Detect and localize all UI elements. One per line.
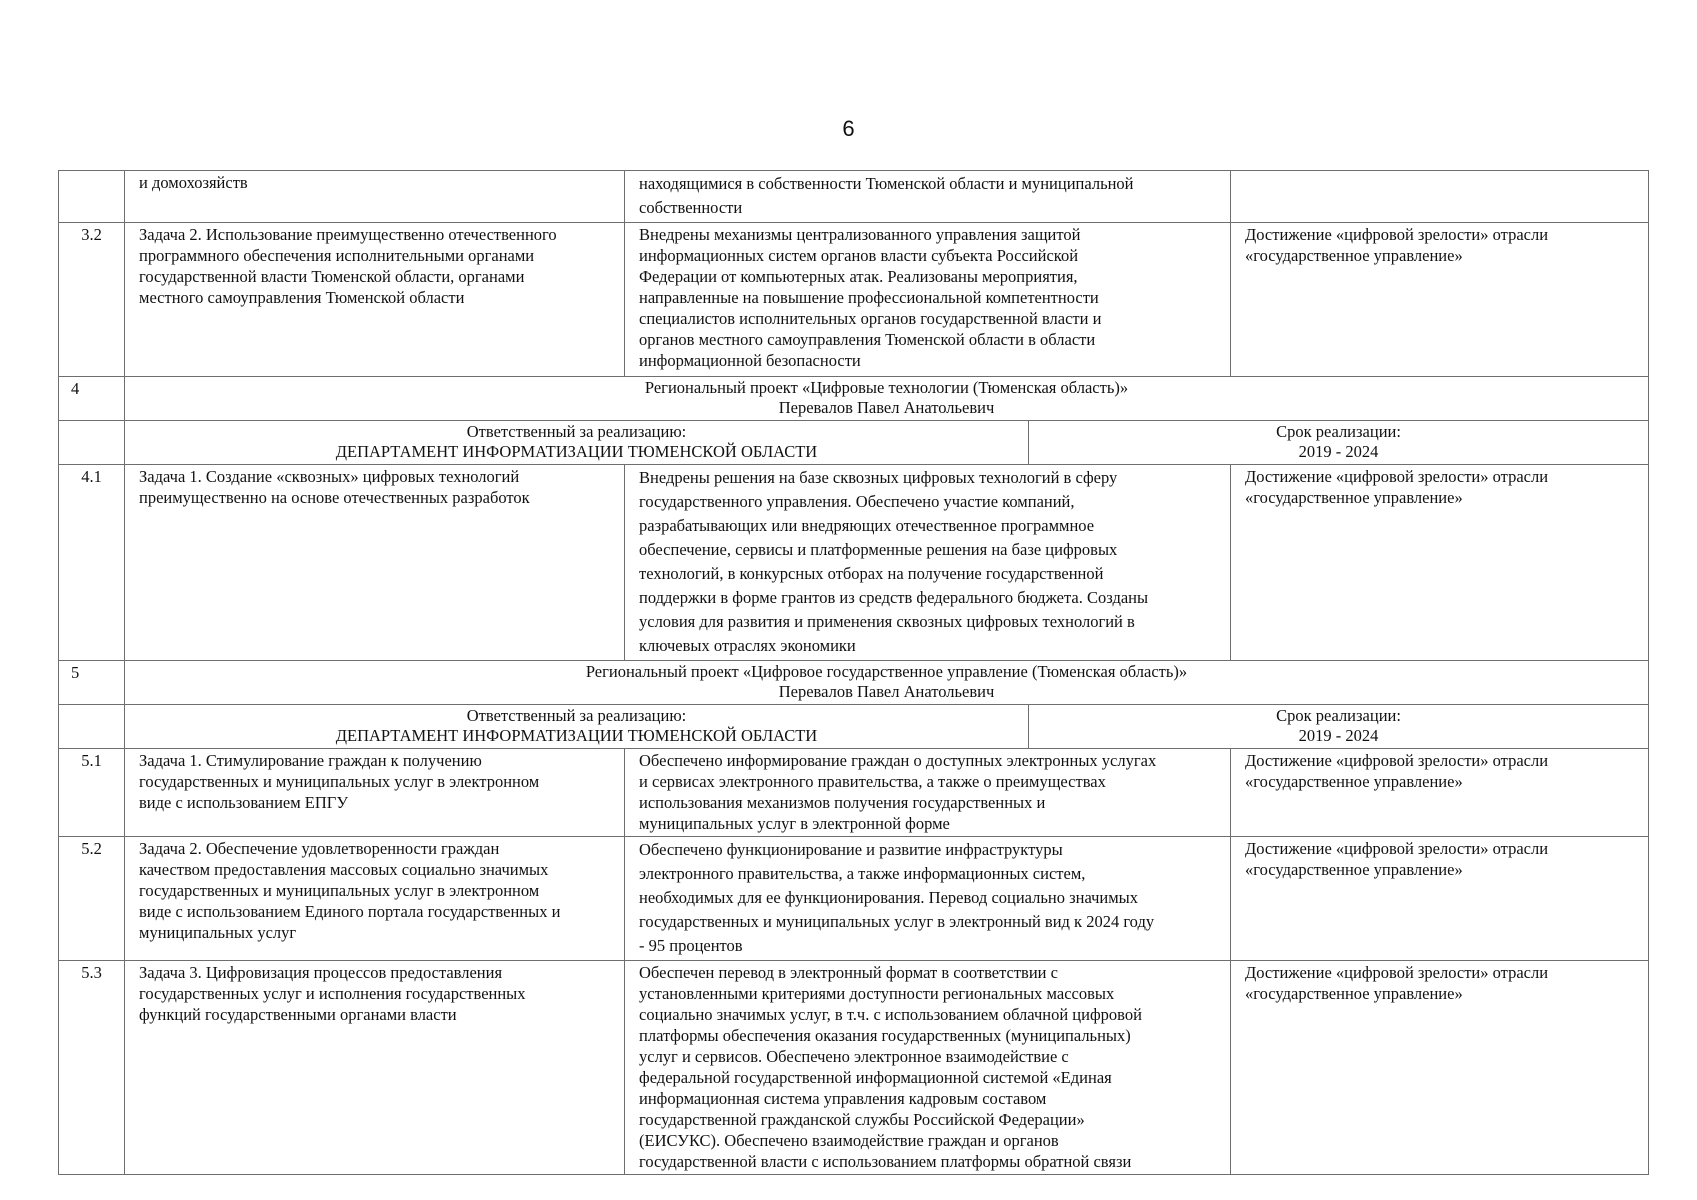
project-title: Региональный проект «Цифровое государственное управление (Тюменская область)» Перевалов Павел Анатольевич — [125, 661, 1649, 705]
table-row — [59, 171, 1649, 223]
table-row — [59, 837, 1649, 961]
indicator-cell: Достижение «цифровой зрелости» отрасли «государственное управление» — [1231, 961, 1649, 1175]
responsible-row — [59, 705, 1649, 749]
table-row — [59, 749, 1649, 837]
task-cell: Задача 3. Цифровизация процессов предоставления государственных услуг и исполнения государственных функций государственными органами власти — [125, 961, 625, 1175]
task-cell: Задача 2. Обеспечение удовлетворенности граждан качеством предоставления массовых социально значимых государственных и муниципальных услуг в электронном виде с использованием Единого портала государственных и муниципальных услуг — [125, 837, 625, 961]
result-cell: Внедрены решения на базе сквозных цифровых технологий в сферу государственного управления. Обеспечено участие компаний, разрабатывающих или внедряющих отечественное программное обеспечение, сервисы и платформенные решения на базе цифровых технологий, в конкурсных отборах на получение государственной поддержки в форме грантов из средств федерального бюджета. Созданы условия для развития и применения сквозных цифровых технологий в ключевых отраслях экономики — [625, 465, 1231, 661]
row-number: 5.3 — [59, 961, 125, 1175]
result-cell: Внедрены механизмы централизованного управления защитой информационных систем органов власти субъекта Российской Федерации от компьютерных атак. Реализованы мероприятия, направленные на повышение профессиональной компетентности специалистов исполнительных органов государственной власти и органов местного самоуправления Тюменской области в области информационной безопасности — [625, 223, 1231, 377]
responsible-cell: Ответственный за реализацию: ДЕПАРТАМЕНТ ИНФОРМАТИЗАЦИИ ТЮМЕНСКОЙ ОБЛАСТИ — [125, 421, 1029, 465]
row-number — [59, 171, 125, 223]
result-cell: Обеспечено информирование граждан о доступных электронных услугах и сервисах электронного правительства, а также о преимуществах использования механизмов получения государственных и муниципальных услуг в электронной форме — [625, 749, 1231, 837]
result-cell: Обеспечен перевод в электронный формат в соответствии с установленными критериями доступности региональных массовых социально значимых услуг, в т.ч. с использованием облачной цифровой платформы обеспечения оказания государственных (муниципальных) услуг и сервисов. Обеспечено электронное взаимодействие с федеральной государственной информационной системой «Единая информационная система управления кадровым составом государственной гражданской службы Российской Федерации» (ЕИСУКС). Обеспечено взаимодействие граждан и органов государственной власти с использованием платформы обратной связи — [625, 961, 1231, 1175]
indicator-cell: Достижение «цифровой зрелости» отрасли «государственное управление» — [1231, 223, 1649, 377]
page-number: 6 — [842, 116, 855, 141]
task-cell: Задача 1. Стимулирование граждан к получению государственных и муниципальных услуг в электронном виде с использованием ЕПГУ — [125, 749, 625, 837]
program-table — [58, 170, 1649, 1175]
result-cell: Обеспечено функционирование и развитие инфраструктуры электронного правительства, а также информационных систем, необходимых для ее функционирования. Перевод социально значимых государственных и муниципальных услуг в электронный вид к 2024 году - 95 процентов — [625, 837, 1231, 961]
indicator-cell: Достижение «цифровой зрелости» отрасли «государственное управление» — [1231, 837, 1649, 961]
task-cell: Задача 2. Использование преимущественно отечественного программного обеспечения исполнительными органами государственной власти Тюменской области, органами местного самоуправления Тюменской области — [125, 223, 625, 377]
project-number: 5 — [59, 661, 125, 705]
term-cell: Срок реализации: 2019 - 2024 — [1029, 705, 1649, 749]
row-number: 4.1 — [59, 465, 125, 661]
table-row — [59, 223, 1649, 377]
project-number: 4 — [59, 377, 125, 421]
responsible-row — [59, 421, 1649, 465]
row-number: 3.2 — [59, 223, 125, 377]
project-title: Региональный проект «Цифровые технологии (Тюменская область)» Перевалов Павел Анатольевич — [125, 377, 1649, 421]
table-row — [59, 465, 1649, 661]
indicator-cell: Достижение «цифровой зрелости» отрасли «государственное управление» — [1231, 749, 1649, 837]
task-cell: Задача 1. Создание «сквозных» цифровых технологий преимущественно на основе отечественных разработок — [125, 465, 625, 661]
responsible-cell: Ответственный за реализацию: ДЕПАРТАМЕНТ ИНФОРМАТИЗАЦИИ ТЮМЕНСКОЙ ОБЛАСТИ — [125, 705, 1029, 749]
row-number: 5.1 — [59, 749, 125, 837]
indicator-cell — [1231, 171, 1649, 223]
task-cell: и домохозяйств — [125, 171, 625, 223]
row-number — [59, 421, 125, 465]
project-row — [59, 661, 1649, 705]
term-cell: Срок реализации: 2019 - 2024 — [1029, 421, 1649, 465]
table-row — [59, 961, 1649, 1175]
result-cell: находящимися в собственности Тюменской области и муниципальной собственности — [625, 171, 1231, 223]
row-number — [59, 705, 125, 749]
indicator-cell: Достижение «цифровой зрелости» отрасли «государственное управление» — [1231, 465, 1649, 661]
project-row — [59, 377, 1649, 421]
row-number: 5.2 — [59, 837, 125, 961]
